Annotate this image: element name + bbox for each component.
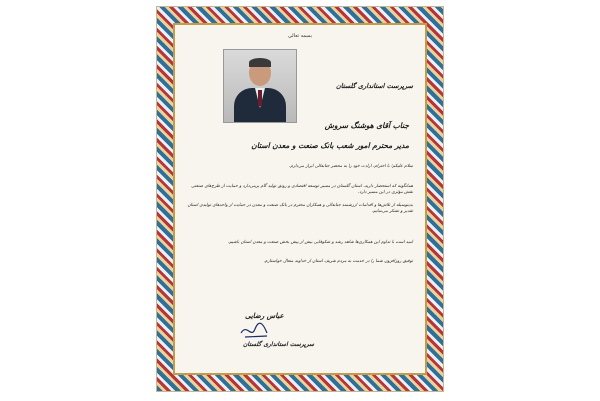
certificate — [156, 6, 444, 392]
salutation: جناب آقای هوشنگ سروش — [324, 121, 409, 130]
greeting-line: سلام علیکم؛ با احترام، ارادت خود را به محضر جنابعالی ابراز می‌دارم. — [289, 164, 413, 169]
signature-name: عباس رضایی — [245, 311, 284, 320]
closing-line: توفیق روزافزون شما را در خدمت به مردم شریف استان از خداوند متعال خواستارم. — [263, 259, 413, 264]
body-paragraph-2: بدینوسیله از تلاش‌ها و اقدامات ارزشمند جنابعالی و همکاران محترم در بانک صنعت و معدن در حمایت از واحدهای تولیدی استان تقدیر و تشکر می‌نمایم. — [187, 203, 413, 214]
body-paragraph-1: همانگونه که استحضار دارید، استان گلستان در مسیر توسعه اقتصادی و رونق تولید گام برمی‌دارد و حمایت از طرح‌های صنعتی نقش مؤثری در این مسیر دارد. — [191, 184, 413, 195]
basmala: بسمه تعالی — [287, 33, 313, 39]
portrait-tie — [258, 90, 262, 106]
signature-title: سرپرست استانداری گلستان — [243, 341, 315, 348]
signature-scribble-icon — [237, 319, 273, 341]
sender-title: سرپرست استانداری گلستان — [336, 82, 413, 90]
certificate-paper — [173, 23, 427, 375]
recipient-title: مدیر محترم امور شعب بانک صنعت و معدن استان — [251, 141, 409, 150]
body-paragraph-3: امید است با تداوم این همکاری‌ها شاهد رشد و شکوفایی بیش از پیش بخش صنعت و معدن استان باشیم. — [227, 240, 413, 245]
portrait-hair — [249, 58, 271, 67]
portrait-photo — [223, 49, 297, 123]
certificate-content — [185, 31, 415, 367]
